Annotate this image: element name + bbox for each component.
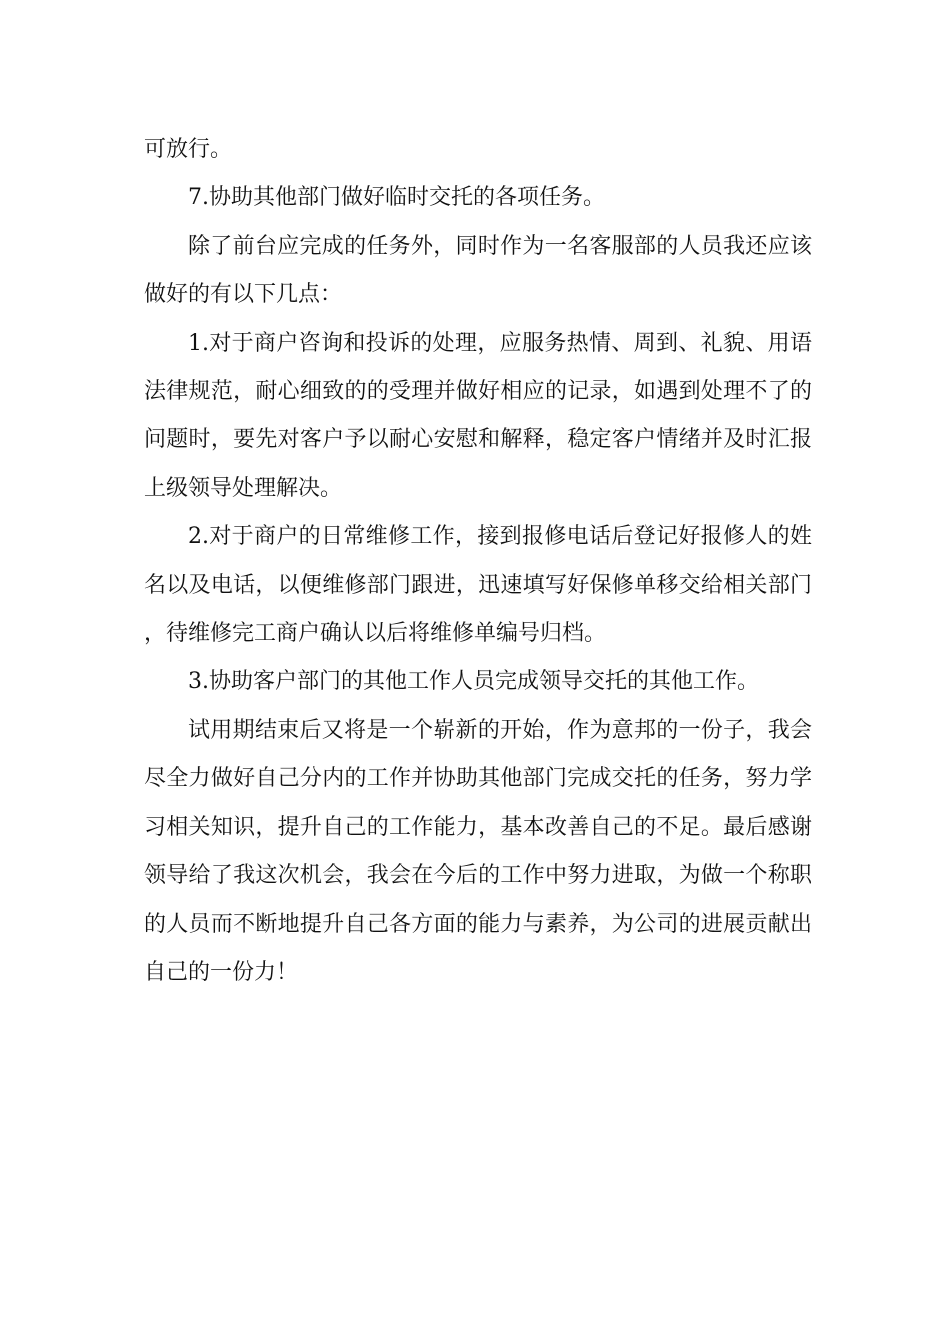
paragraph-intro: 除了前台应完成的任务外，同时作为一名客服部的人员我还应该做好的有以下几点：: [144, 233, 812, 308]
document-body: [144, 126, 812, 997]
paragraph-item-2: 2.对于商户的日常维修工作，接到报修电话后登记好报修人的姓名以及电话，以便维修部门跟进，迅速填写好保修单移交给相关部门，待维修完工商户确认以后将维修单编号归档。: [144, 524, 812, 647]
paragraph-continuation: 可放行。: [144, 137, 233, 162]
paragraph-item-1: 1.对于商户咨询和投诉的处理，应服务热情、周到、礼貌、用语法律规范，耐心细致的的受理并做好相应的记录，如遇到处理不了的问题时，要先对客户予以耐心安慰和解释，稳定客户情绪并及时汇报上级领导处理解决。: [144, 330, 812, 501]
paragraph-conclusion: 试用期结束后又将是一个崭新的开始，作为意邦的一份子，我会尽全力做好自己分内的工作并协助其他部门完成交托的任务，努力学习相关知识，提升自己的工作能力，基本改善自己的不足。最后感谢领导给了我这次机会，我会在今后的工作中努力进取，为做一个称职的人员而不断地提升自己各方面的能力与素养，为公司的进展贡献出自己的一份力！: [144, 717, 812, 985]
paragraph-item-7: 7.协助其他部门做好临时交托的各项任务。: [188, 185, 605, 211]
paragraph-item-3: 3.协助客户部门的其他工作人员完成领导交托的其他工作。: [188, 669, 759, 695]
